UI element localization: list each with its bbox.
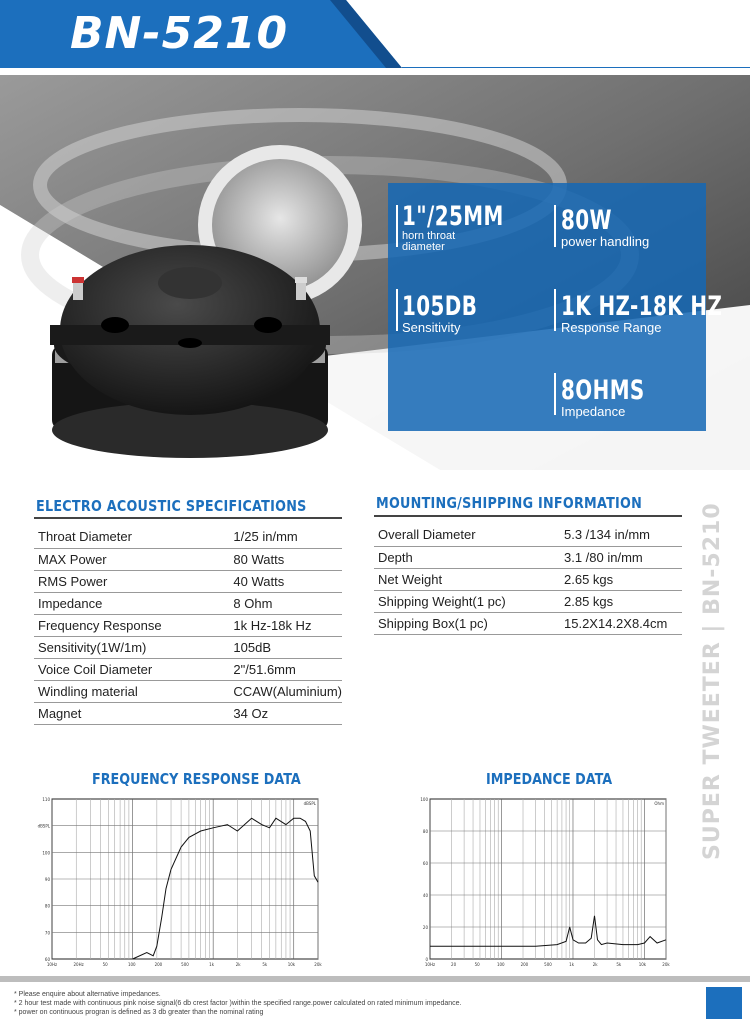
spec-label: Impedance (34, 592, 229, 614)
spec-value: 3.1 /80 in/mm (560, 546, 682, 568)
footer-bar (0, 976, 750, 982)
hero-banner (0, 75, 750, 470)
y-tick-label: 60 (44, 957, 50, 962)
footnote: * power on continuous progran is defined as 3 db greater than the nominal rating (14, 1009, 264, 1016)
impedance-chart-title: IMPEDANCE DATA (486, 770, 613, 788)
spec-row (34, 702, 342, 724)
y-tick-label: 90 (44, 877, 50, 882)
highlight-impedance: 8OHMS Impedance (561, 375, 645, 419)
spec-label: RMS Power (34, 570, 229, 592)
spec-value: CCAW(Aluminium) (229, 680, 342, 702)
x-tick-label: 5k (616, 962, 622, 967)
spec-label: Overall Diameter (374, 524, 560, 546)
x-tick-label: 10Hz (424, 962, 436, 967)
spec-label: Magnet (34, 702, 229, 724)
y-tick-label: 110 (42, 797, 50, 802)
y-tick-label: 20 (422, 925, 428, 930)
spec-row (34, 548, 342, 570)
highlight-power: 80W power handling (561, 205, 650, 249)
y-tick-label: 70 (44, 930, 50, 936)
spec-row (34, 636, 342, 658)
spec-row (34, 592, 342, 614)
x-tick-label: 500 (181, 962, 189, 967)
highlight-sensitivity: 105DB Sensitivity (402, 291, 478, 335)
spec-label: Throat Diameter (34, 526, 229, 548)
spec-label: Net Weight (374, 568, 560, 590)
spec-row (34, 526, 342, 548)
x-tick-label: 20Hz (73, 962, 84, 967)
y-tick-label: dBSPL (37, 823, 50, 829)
spec-row (34, 658, 342, 680)
frequency-response-chart (34, 793, 324, 973)
spec-value: 2.85 kgs (560, 590, 682, 612)
y-tick-label: 80 (422, 829, 428, 834)
spec-value: 1k Hz-18k Hz (229, 614, 342, 636)
spec-value: 2.65 kgs (560, 568, 682, 590)
spec-row (374, 590, 682, 612)
x-tick-label: 2k (235, 962, 241, 967)
x-tick-label: 10k (287, 962, 296, 967)
y-tick-label: 100 (420, 797, 428, 802)
header (0, 0, 750, 75)
spec-label: Sensitivity(1W/1m) (34, 636, 229, 658)
spec-row (374, 546, 682, 568)
spec-value: 1/25 in/mm (229, 526, 342, 548)
spec-label: Depth (374, 546, 560, 568)
highlight-throat: 1"/25MM horn throat diameter (402, 201, 504, 253)
frequency-chart-title: FREQUENCY RESPONSE DATA (92, 770, 301, 788)
electro-specs-rule (34, 517, 342, 519)
spec-value: 8 Ohm (229, 592, 342, 614)
spec-label: Shipping Box(1 pc) (374, 612, 560, 634)
chart-unit-tag: dBSPL (303, 801, 316, 806)
electro-specs-table (34, 526, 342, 725)
x-tick-label: 100 (127, 962, 136, 967)
spec-row (34, 570, 342, 592)
spec-row (374, 612, 682, 634)
plot-frame (430, 799, 666, 959)
x-tick-label: 2k (592, 962, 598, 967)
x-tick-label: 100 (496, 962, 505, 967)
footnote: * 2 hour test made with continuous pink noise signal(6 db crest factor )within the specified range.power calculated on rated minimum impedance. (14, 1000, 462, 1007)
mounting-specs-title: MOUNTING/SHIPPING INFORMATION (376, 494, 643, 512)
x-tick-label: 10k (638, 962, 647, 967)
y-tick-label: 0 (425, 957, 428, 962)
mounting-specs-rule (374, 515, 682, 517)
corner-block (706, 987, 742, 1019)
spec-label: MAX Power (34, 548, 229, 570)
spec-row (34, 680, 342, 702)
y-tick-label: 80 (44, 903, 50, 909)
x-tick-label: 10Hz (46, 962, 58, 967)
x-tick-label: 200 (154, 962, 163, 967)
x-tick-label: 1k (569, 962, 575, 967)
spec-value: 80 Watts (229, 548, 342, 570)
mounting-specs-table (374, 524, 682, 635)
x-tick-label: 50 (474, 962, 480, 967)
spec-label: Windling material (34, 680, 229, 702)
spec-value: 34 Oz (229, 702, 342, 724)
spec-value: 105dB (229, 636, 342, 658)
x-tick-label: 5k (262, 962, 268, 967)
impedance-chart (412, 793, 672, 973)
spec-label: Voice Coil Diameter (34, 658, 229, 680)
highlight-response: 1K HZ-18K HZ Response Range (561, 291, 723, 335)
side-label: SUPER TWEETER | BN-5210 (700, 502, 725, 860)
x-tick-label: 20 (451, 962, 457, 967)
x-tick-label: 50 (102, 962, 108, 967)
chart-unit-tag: Ohm (654, 801, 664, 806)
footnotes (14, 990, 461, 1017)
spec-value: 15.2X14.2X8.4cm (560, 612, 682, 634)
spec-row (374, 568, 682, 590)
spec-row (34, 614, 342, 636)
x-tick-label: 20k (314, 962, 322, 967)
footnote: * Please enquire about alternative impedances. (14, 991, 161, 998)
x-tick-label: 20k (662, 962, 670, 967)
x-tick-label: 200 (520, 962, 529, 967)
spec-row (374, 524, 682, 546)
spec-value: 5.3 /134 in/mm (560, 524, 682, 546)
y-tick-label: 100 (42, 850, 50, 856)
product-title: BN-5210 (70, 8, 289, 59)
electro-specs-title: ELECTRO ACOUSTIC SPECIFICATIONS (36, 497, 307, 515)
spec-highlight-card (388, 183, 723, 431)
y-tick-label: 60 (422, 861, 428, 866)
y-tick-label: 40 (422, 893, 428, 898)
x-tick-label: 500 (544, 962, 552, 967)
spec-label: Frequency Response (34, 614, 229, 636)
x-tick-label: 1k (209, 962, 215, 967)
spec-value: 40 Watts (229, 570, 342, 592)
spec-label: Shipping Weight(1 pc) (374, 590, 560, 612)
spec-value: 2"/51.6mm (229, 658, 342, 680)
